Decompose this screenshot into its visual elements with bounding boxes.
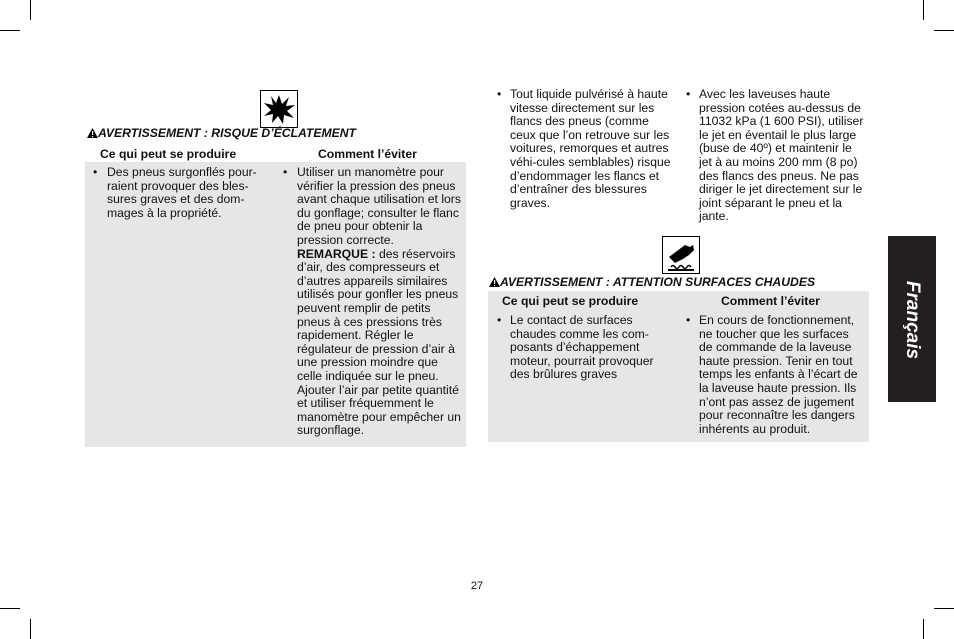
bullet: • [497, 87, 502, 101]
warning-title [87, 126, 356, 140]
bullet: • [93, 165, 98, 179]
risk-text: Des pneus surgonflés pour-raient provoquer des bles-sures graves et des dom-mages à la propriété. [107, 165, 257, 220]
bullet: • [497, 313, 502, 327]
crop-mark [30, 0, 31, 20]
bullet: • [686, 87, 691, 101]
crop-mark [923, 619, 924, 639]
prevention-text [297, 166, 463, 438]
column-header: Comment l’éviter [721, 294, 820, 308]
crop-mark [0, 30, 20, 31]
column-header: Ce qui peut se produire [100, 147, 237, 161]
warning-title-text: AVERTISSEMENT : ATTENTION SURFACES CHAUDES [500, 275, 816, 289]
crop-mark [934, 608, 954, 609]
crop-mark [30, 619, 31, 639]
risk-text: Le contact de surfaces chaudes comme les com-posants d’échappement moteur, pourrait provoquer des brûlures graves [510, 313, 654, 382]
prevention-text-b: des réservoirs d’air, des compresseurs et d’autres appareils similaires utilisés pour gonfler les pneus peuvent remplir de petits pneus à ces pressions très rapidement. Régler le régulateur de pression d’air à une pression moindre que celle indiquée sur le pneu. Ajouter l’air par petite quantité et utiliser fréquemment le manomètre pour empêcher un surgonflage. [297, 246, 461, 438]
column-header: Comment l’éviter [318, 147, 417, 161]
language-tab-label: Français [902, 280, 923, 360]
crop-mark [0, 608, 20, 609]
column-header: Ce qui peut se produire [502, 294, 639, 308]
warning-triangle-icon [87, 128, 98, 138]
warning-title-text: AVERTISSEMENT : RISQUE D’ÉCLATEMENT [98, 126, 356, 140]
warning-title [489, 275, 815, 289]
crop-mark [923, 0, 924, 20]
hot-surface-icon [662, 236, 700, 274]
crop-mark [934, 30, 954, 31]
explosion-icon [260, 90, 298, 128]
remark-label: REMARQUE : [297, 246, 376, 261]
page-number: 27 [470, 580, 484, 592]
bullet: • [686, 313, 691, 327]
prevention-text-a: Utiliser un manomètre pour vérifier la pression des pneus avant chaque utilisation et lors du gonflage; consulter le flanc de pneu pour obtenir la pression correcte. [297, 165, 461, 247]
warning-triangle-icon [489, 277, 500, 287]
bullet: • [283, 165, 288, 179]
prevention-text: En cours de fonctionnement, ne toucher que les surfaces de commande de la laveuse haute pression. Tenir en tout temps les enfants à l’écart de la laveuse haute pression. Ils n’ont pas assez de jugement pour reconnaître les dangers inhérents au produit. [699, 313, 858, 436]
top-bullet-text: Avec les laveuses haute pression cotées au-dessus de 11032 kPa (1 600 PSI), utiliser le jet en éventail le plus large (buse de 40º) et maintenir le jet à au moins 200 mm (8 po) des flancs des pneus. Ne pas diriger le jet directement sur le joint séparant le pneu et la jante. [699, 87, 864, 224]
top-bullet-text: Tout liquide pulvérisé à haute vitesse directement sur les flancs des pneus (comme ceux que l’on retrouve sur les voitures, remorques et autres véhi-cules semblables) risque d’endommager les flancs et d’entraîner des blessures graves. [510, 87, 671, 210]
